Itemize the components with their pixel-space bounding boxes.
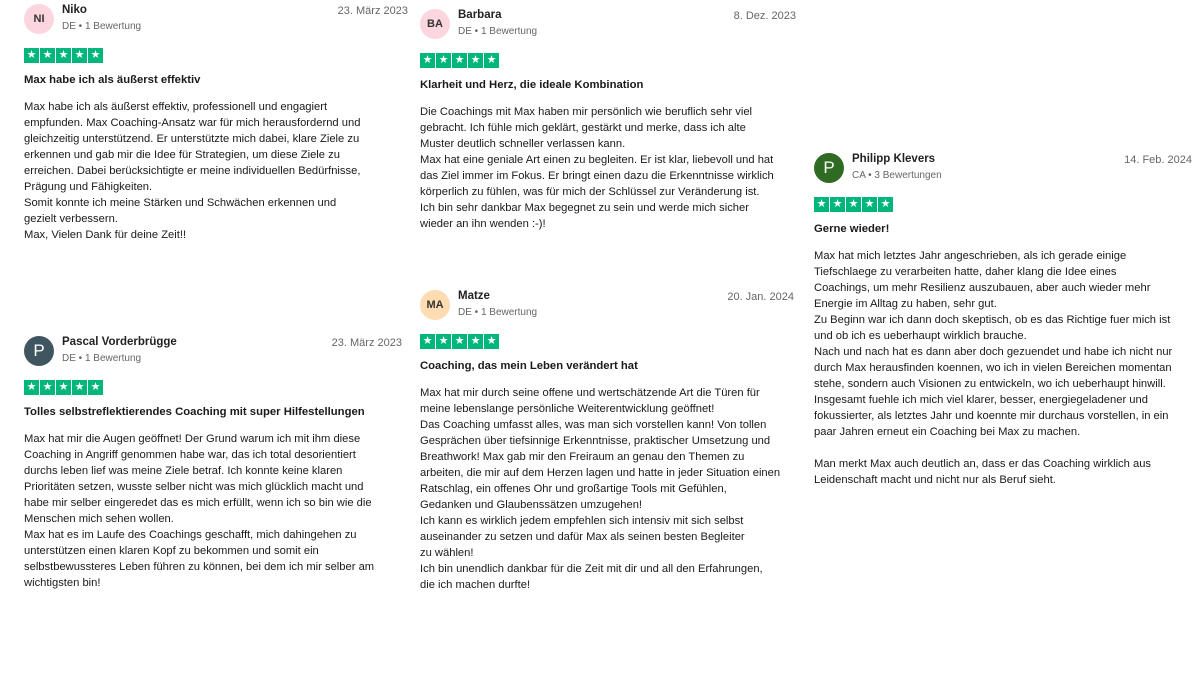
review-date: 14. Feb. 2024 — [1124, 154, 1192, 166]
review-body-line: und ob ich es ueberhaupt wirklich brauche. — [814, 330, 1027, 342]
review-title: Max habe ich als äußerst effektiv — [24, 74, 201, 86]
review-body-line: das Ziel immer im Fokus. Er bringt einen dazu die Erkenntnisse wirklich — [420, 170, 774, 182]
reviewer-name[interactable]: Barbara — [458, 9, 502, 21]
review-body-line: Prioritäten setzen, wusste selber nicht was mich glücklich macht und — [24, 481, 364, 493]
review-date: 8. Dez. 2023 — [733, 10, 796, 22]
review-body — [420, 385, 794, 593]
star-icon: ★ — [56, 380, 71, 395]
review-body-line: Max hat es im Laufe des Coachings geschafft, mich dahingehen zu — [24, 529, 357, 541]
review-body-line: Tiefschlaege zu verarbeiten hatte, daher klang die Idee eines — [814, 266, 1117, 278]
review-date: 20. Jan. 2024 — [727, 291, 794, 303]
review-date: 23. März 2023 — [337, 5, 408, 17]
review-body-line: unterstützen einen klaren Kopf zu bekommen und somit ein — [24, 545, 319, 557]
review-body-line: Ratschlag, ein offenes Ohr und großartige Tools mit Gefühlen, — [420, 483, 727, 495]
review-body-line: Insgesamt fuehle ich mich viel klarer, besser, energiegeladener und — [814, 394, 1148, 406]
review-body-line: Prägung und Fähigkeiten. — [24, 181, 153, 193]
review-body-line: die ich machen durfte! — [420, 579, 531, 591]
reviewer-meta: DE • 1 Bewertung — [62, 353, 142, 364]
review-body-line: empfunden. Max Coaching-Ansatz war für mich herausfordernd und — [24, 117, 361, 129]
review-body-line: durch Max herausfinden koennen, wo ich in vielen Bereichen momentan — [814, 362, 1172, 374]
reviewer-meta: DE • 1 Bewertung — [62, 21, 142, 32]
review-body — [24, 431, 402, 591]
review-body-line: Energie im Alltag zu haben, sehr gut. — [814, 298, 997, 310]
star-icon: ★ — [452, 53, 467, 68]
star-icon: ★ — [88, 48, 103, 63]
review-body-line: erreichen. Dabei berücksichtigte er meine individuellen Bedürfnisse, — [24, 165, 361, 177]
review-body-line: Somit konnte ich meine Stärken und Schwächen erkennen und — [24, 197, 337, 209]
review-body-line: Das Coaching umfasst alles, was man sich vorstellen kann! Von tollen — [420, 419, 767, 431]
review-body-line: wieder an ihn wenden :-)! — [420, 218, 546, 230]
avatar[interactable]: P — [814, 153, 844, 183]
review-title: Klarheit und Herz, die ideale Kombination — [420, 79, 644, 91]
review-body-line: Leidenschaft macht und nicht nur als Beruf sieht. — [814, 474, 1056, 486]
review-body-line: gezielt verbessern. — [24, 213, 118, 225]
star-icon: ★ — [468, 334, 483, 349]
review-header — [814, 153, 1192, 185]
reviewer-name[interactable]: Niko — [62, 4, 87, 16]
review-body-line — [814, 440, 1192, 456]
review-body-line: Menschen mich sehen wollen. — [24, 513, 174, 525]
reviewer-meta: CA • 3 Bewertungen — [852, 170, 942, 181]
star-icon: ★ — [436, 334, 451, 349]
star-icon: ★ — [436, 53, 451, 68]
review-body-line: zu wählen! — [420, 547, 474, 559]
review-header — [24, 336, 402, 368]
review-title: Gerne wieder! — [814, 223, 890, 235]
review-body-line: auseinander zu setzen und dafür Max als seinen besten Begleiter — [420, 531, 745, 543]
reviewer-meta: DE • 1 Bewertung — [458, 307, 538, 318]
review-header — [420, 290, 794, 322]
review-body-line: paar Jahren erneut ein Coaching bei Max zu machen. — [814, 426, 1081, 438]
star-icon: ★ — [56, 48, 71, 63]
reviewer-name[interactable]: Philipp Klevers — [852, 153, 936, 165]
review-card — [814, 153, 1192, 488]
review-title: Coaching, das mein Leben verändert hat — [420, 360, 638, 372]
star-icon: ★ — [830, 197, 845, 212]
star-icon: ★ — [452, 334, 467, 349]
reviewer-meta: DE • 1 Bewertung — [458, 26, 538, 37]
review-card — [24, 336, 402, 591]
star-icon: ★ — [862, 197, 877, 212]
review-body-line: selbstbewussteres Leben führen zu können, bei dem ich mir selber am — [24, 561, 375, 573]
review-body-line: Man merkt Max auch deutlich an, dass er das Coaching wirklich aus — [814, 458, 1152, 470]
reviewer-name[interactable]: Matze — [458, 290, 490, 302]
star-icon: ★ — [72, 380, 87, 395]
star-icon: ★ — [484, 334, 499, 349]
review-body-line: Die Coachings mit Max haben mir persönlich wie beruflich sehr viel — [420, 106, 753, 118]
review-header — [24, 4, 408, 36]
star-rating — [814, 197, 1192, 212]
review-date: 23. März 2023 — [331, 337, 402, 349]
star-icon: ★ — [88, 380, 103, 395]
review-body-line: Zu Beginn war ich dann doch skeptisch, ob es das Richtige fuer mich ist — [814, 314, 1171, 326]
star-icon: ★ — [72, 48, 87, 63]
star-rating — [24, 48, 408, 63]
review-card — [420, 290, 794, 593]
star-icon: ★ — [484, 53, 499, 68]
review-body-line: Breathwork! Max gab mir den Freiraum an genau den Themen zu — [420, 451, 745, 463]
review-body-line: Muster deutlich schneller verlassen kann. — [420, 138, 626, 150]
review-body-line: wichtigsten bin! — [24, 577, 101, 589]
review-body-line: körperlich zu fühlen, was für mich der Schlüssel zur Veränderung ist. — [420, 186, 760, 198]
review-body — [24, 99, 408, 243]
review-body-line: Max hat mich letztes Jahr angeschrieben, als ich gerade einige — [814, 250, 1127, 262]
avatar[interactable]: NI — [24, 4, 54, 34]
star-icon: ★ — [420, 334, 435, 349]
review-body-line: meine lebenslange persönliche Weiterentwicklung geöffnet! — [420, 403, 715, 415]
review-body-line: erkennen und gab mir die Idee für Strategien, um diese Ziele zu — [24, 149, 340, 161]
avatar[interactable]: P — [24, 336, 54, 366]
review-body-line: durchs leben lief was meine Ziele betraf. Ich konnte keine klaren — [24, 465, 343, 477]
review-body-line: Ich bin unendlich dankbar für die Zeit mit dir und all den Erfahrungen, — [420, 563, 763, 575]
review-title: Tolles selbstreflektierendes Coaching mit super Hilfestellungen — [24, 406, 365, 418]
review-body-line: Gesprächen über tiefsinnige Erkenntnisse, praktischer Umsetzung und — [420, 435, 771, 447]
review-body-line: gleichzeitig unterstützend. Er unterstützte mich dabei, klare Ziele zu — [24, 133, 360, 145]
review-body-line: Nach und nach hat es dann aber doch gezuendet und habe ich nicht nur — [814, 346, 1173, 358]
star-icon: ★ — [24, 48, 39, 63]
review-card — [24, 4, 408, 243]
star-icon: ★ — [40, 380, 55, 395]
review-body — [814, 248, 1192, 488]
review-body-line: Max hat mir die Augen geöffnet! Der Grund warum ich mit ihm diese — [24, 433, 361, 445]
star-rating — [420, 334, 794, 349]
review-body-line: Gedanken und Glaubenssätzen umzugehen! — [420, 499, 643, 511]
review-body-line: Ich bin sehr dankbar Max begegnet zu sein und werde mich sicher — [420, 202, 749, 214]
star-icon: ★ — [24, 380, 39, 395]
avatar[interactable]: MA — [420, 290, 450, 320]
review-body-line: Coaching in Angriff genommen habe war, das ich total desorientiert — [24, 449, 356, 461]
avatar[interactable]: BA — [420, 9, 450, 39]
review-body-line: Ich kann es wirklich jedem empfehlen sich intensiv mit sich selbst — [420, 515, 744, 527]
star-icon: ★ — [846, 197, 861, 212]
review-header — [420, 9, 796, 41]
reviewer-name[interactable]: Pascal Vorderbrügge — [62, 336, 177, 348]
star-icon: ★ — [878, 197, 893, 212]
review-body — [420, 104, 796, 232]
review-body-line: fokussierter, als letztes Jahr und koennte mir durchaus vorstellen, in ein — [814, 410, 1169, 422]
review-body-line: Coachings, um mehr Resilienz auszubauen, aber auch wieder mehr — [814, 282, 1151, 294]
review-card — [420, 9, 796, 232]
star-icon: ★ — [814, 197, 829, 212]
star-icon: ★ — [40, 48, 55, 63]
review-body-line: Max habe ich als äußerst effektiv, professionell und engagiert — [24, 101, 328, 113]
review-body-line: stehe, sondern auch Visionen zu entwickeln, wo ich ueberhaupt hinwill. — [814, 378, 1166, 390]
star-rating — [420, 53, 796, 68]
review-body-line: Max, Vielen Dank für deine Zeit!! — [24, 229, 187, 241]
star-rating — [24, 380, 402, 395]
review-body-line: arbeiten, die mir auf dem Herzen lagen und hatte in jeder Situation einen — [420, 467, 781, 479]
review-body-line: gebracht. Ich fühle mich geklärt, gestärkt und merke, dass ich alte — [420, 122, 746, 134]
star-icon: ★ — [420, 53, 435, 68]
review-body-line: habe mir selber eingeredet das es mich erfüllt, wenn ich so bin wie die — [24, 497, 372, 509]
star-icon: ★ — [468, 53, 483, 68]
review-body-line: Max hat mir durch seine offene und wertschätzende Art die Türen für — [420, 387, 760, 399]
review-body-line: Max hat eine geniale Art einen zu begleiten. Er ist klar, liebevoll und hat — [420, 154, 774, 166]
